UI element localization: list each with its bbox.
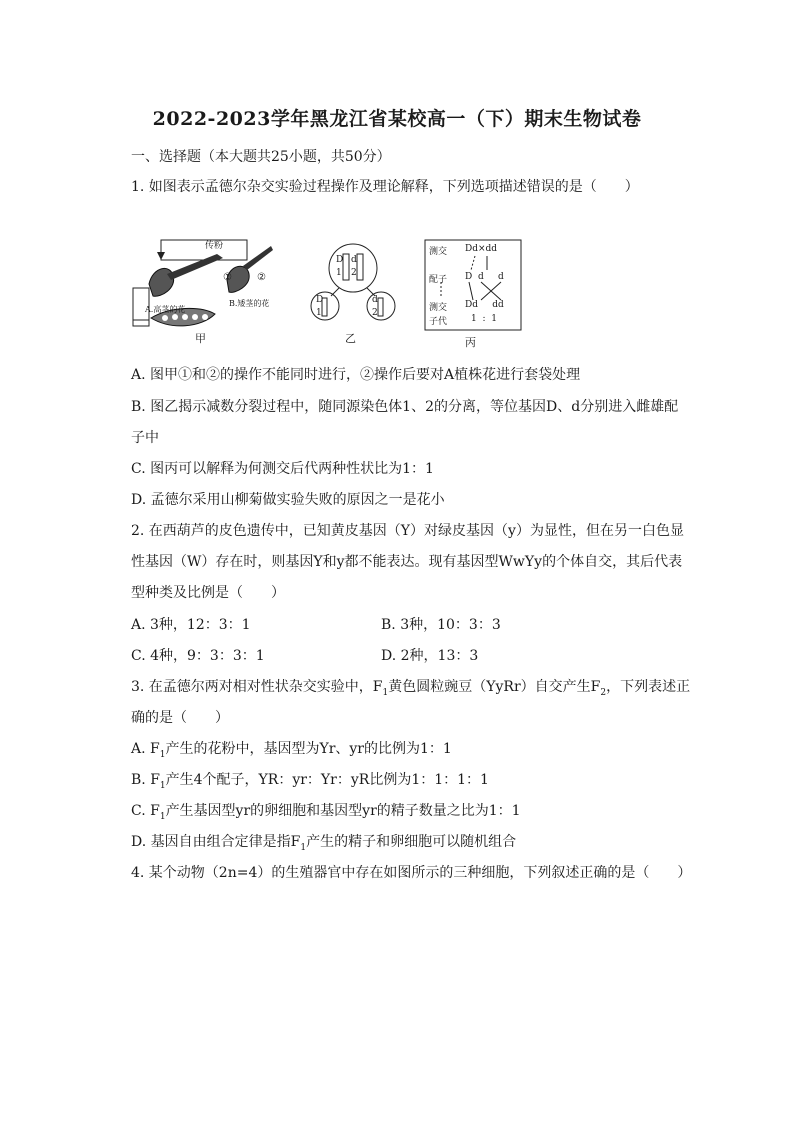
figure-jia [131,236,281,348]
label-circle-2: ② [257,272,266,283]
chromosome-1-left: 1 [316,308,322,318]
label-short-flower: B.矮茎的花 [229,299,270,308]
q3-option-c: C. $F_1$产生基因型yr的卵细胞和基因型yr的精子数量之比为1：1 [131,803,521,822]
caption-yi: 乙 [345,332,356,345]
q2-stem-line-2: 性基因（W）存在时，则基因Y和y都不能表达。现有基因型WwYy的个体自交，其后代表 [131,554,683,570]
gene-d-label: d [351,255,357,265]
section-heading: 一、选择题（本大题共25小题，共50分） [131,149,391,165]
caption-bing: 丙 [465,336,476,349]
label-circle-1: ① [223,272,232,283]
chromosome-2-right: 2 [372,308,378,318]
q2-stem-line-1: 2. 在西葫芦的皮色遗传中，已知黄皮基因（Y）对绿皮基因（y）为显性，但在另一白色显 [131,523,684,539]
q3-option-d: D. 基因自由组合定律是指$F_1$产生的精子和卵细胞可以随机组合 [131,834,517,853]
q1-option-b: B. 图乙揭示减数分裂过程中，随同源染色体1、2的分离，等位基因D、d分别进入雌雄配 [131,399,679,415]
figure-yi [309,236,419,348]
q1-figure [131,236,531,348]
q2-option-b: B. 3种，10：3：3 [381,617,501,633]
gene-D-label: D [336,255,344,265]
chromosome-2-label: 2 [351,268,357,278]
offspring-label-1: 测交 [429,303,448,313]
cross-genotypes: Dd×dd [465,244,498,254]
q2-option-a: A. 3种，12：3：1 [131,617,251,633]
q1-option-c: C. 图丙可以解释为何测交后代两种性状比为1：1 [131,461,434,477]
q3-stem-line-2: 确的是（ ） [131,710,229,726]
gamete-label: 配子 [429,275,448,285]
label-tall-flower: A.高茎的花 [145,305,186,314]
q1-stem: 1. 如图表示孟德尔杂交实验过程操作及理论解释，下列选项描述错误的是（ ） [131,179,639,195]
page-title: 2022-2023学年黑龙江省某校高一（下）期末生物试卷 [152,108,642,130]
gamete-genes: D d d [465,272,504,282]
q2-option-c: C. 4种，9：3：3：1 [131,648,265,664]
q3-stem-line-1: 3. 在孟德尔两对相对性状杂交实验中，$F_1$黄色圆粒豌豆（YyRr）自交产生$F_2$，下列表述正 [131,679,691,698]
q1-option-d: D. 孟德尔采用山柳菊做实验失败的原因之一是花小 [131,492,445,508]
label-transfer: 传粉 [205,241,224,251]
q3-option-b: B. $F_1$产生4个配子，YR：yr：Yr：yR比例为1：1：1：1 [131,772,489,791]
q2-option-d: D. 2种，13：3 [381,648,479,664]
caption-jia: 甲 [195,332,206,345]
chromosome-1-label: 1 [336,268,342,278]
q3-option-a: A. $F_1$产生的花粉中，基因型为Yr、yr的比例为1：1 [131,741,452,760]
gene-d-right: d [372,295,378,305]
q4-stem: 4. 某个动物（2n=4）的生殖器官中存在如图所示的三种细胞，下列叙述正确的是（ ） [131,865,692,881]
q2-stem-line-3: 型种类及比例是（ ） [131,585,285,601]
testcross-label: 测交 [429,247,448,257]
offspring-genes: Dd dd [465,300,504,310]
offspring-ratio: 1 : 1 [471,314,497,324]
q1-option-b-cont: 子中 [131,430,159,446]
gene-D-left: D [316,295,324,305]
offspring-label-2: 子代 [429,317,448,327]
q1-option-a: A. 图甲①和②的操作不能同时进行，②操作后要对A植株花进行套袋处理 [131,367,581,383]
